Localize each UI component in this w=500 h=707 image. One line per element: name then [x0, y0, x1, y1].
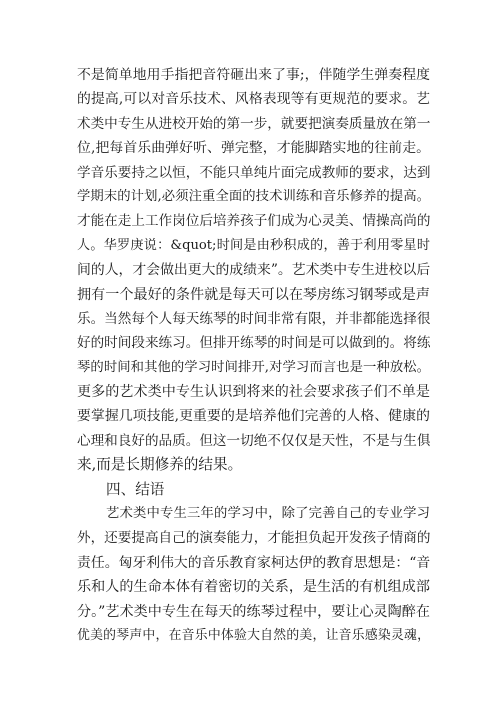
text-line: 术类中专生从进校开始的第一步，就要把演奏质量放在第一: [77, 115, 430, 132]
text-line: 不是简单地用手指把音符砸出来了事;，伴随学生弹奏程度: [77, 67, 430, 83]
text-line: 拥有一个最好的条件就是每天可以在琴房练习钢琴或是声: [77, 286, 430, 303]
paragraph-first-line: 艺术类中专生三年的学习中，除了完善自己的专业学习: [106, 506, 430, 522]
text-line: 乐和人的生命本体有着密切的关系，是生活的有机组成部: [77, 579, 430, 596]
section-heading: 四、结语: [106, 480, 165, 498]
text-line: 责任。匈牙利伟大的音乐教育家柯达伊的教育思想是：“音: [77, 554, 430, 571]
text-line: 间的人，才会做出更大的成绩来”。艺术类中专生进校以后: [77, 262, 430, 279]
text-line: 位,把每首乐曲弹好听、弹完整，才能脚踏实地的往前走。: [77, 140, 430, 157]
paragraph-end-line: 来,而是长期修养的结果。: [77, 456, 243, 474]
text-line: 心理和良好的品质。但这一切绝不仅仅是天性，不是与生俱: [77, 432, 430, 449]
text-line: 学期末的计划,必须注重全面的技术训练和音乐修养的提高。: [77, 188, 430, 204]
text-line: 琴的时间和其他的学习时间排开,对学习而言也是一种放松。: [77, 359, 430, 375]
text-line: 外，还要提高自己的演奏能力，才能担负起开发孩子情商的: [77, 530, 430, 547]
text-line: 人。华罗庚说：&quot;时间是由秒积成的，善于利用零星时: [77, 237, 430, 253]
text-line: 的提高,可以对音乐技术、风格表现等有更规范的要求。艺: [77, 91, 430, 108]
body-text: [77, 63, 430, 648]
text-line: 学音乐要持之以恒，不能只单纯片面完成教师的要求，达到: [77, 164, 430, 181]
text-line: 更多的艺术类中专生认识到将来的社会要求孩子们不单是: [77, 384, 430, 401]
text-line: 优美的琴声中，在音乐中体验大自然的美，让音乐感染灵魂，: [77, 627, 430, 643]
text-line: 乐。当然每个人每天练琴的时间非常有限，并非都能选择很: [77, 310, 430, 327]
text-line: 好的时间段来练习。但排开练琴的时间是可以做到的。将练: [77, 335, 430, 352]
text-line: 分。”艺术类中专生在每天的练琴过程中，要让心灵陶醉在: [77, 603, 430, 620]
text-line: 要掌握几项技能,更重要的是培养他们完善的人格、健康的: [77, 408, 430, 425]
text-line: 才能在走上工作岗位后培养孩子们成为心灵美、情操高尚的: [77, 213, 430, 230]
